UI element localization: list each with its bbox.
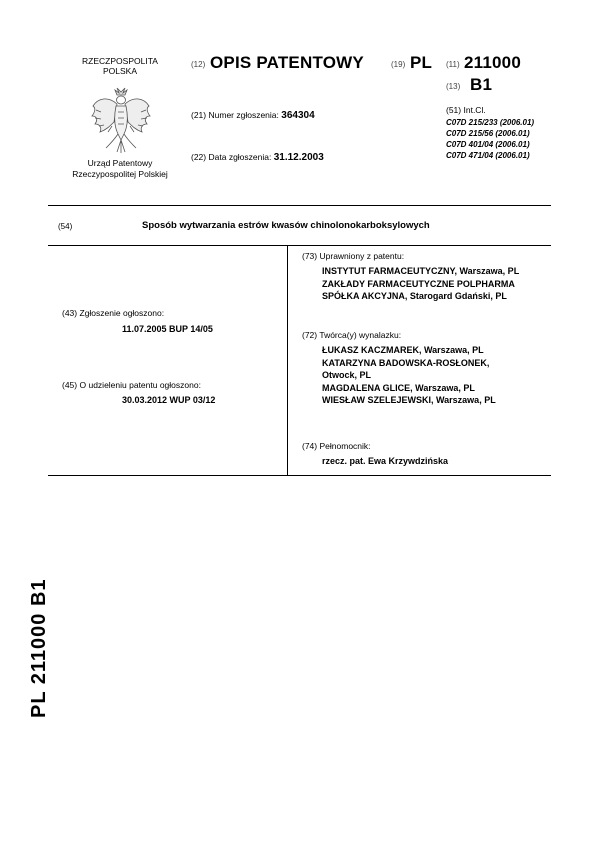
issuer-office (40, 158, 200, 180)
filing-date: 31.12.2003 (273, 152, 324, 163)
attorney-label: Pełnomocnik: (319, 441, 371, 451)
inventor-item: MAGDALENA GLICE, Warszawa, PL (322, 382, 475, 393)
inventors-list (322, 344, 496, 407)
doc-type: OPIS PATENTOWY (210, 53, 364, 72)
filing-date-row (191, 152, 324, 163)
grant-label: O udzieleniu patentu ogłoszono: (79, 380, 201, 390)
owner-code: (73) (302, 251, 318, 261)
intcl-list (446, 117, 534, 161)
number-code: (11) (446, 60, 460, 69)
owner-item: SPÓŁKA AKCYJNA, Starogard Gdański, PL (322, 291, 507, 301)
announce-code: (43) (62, 308, 78, 318)
intcl-item: C07D 215/233 (2006.01) (446, 118, 535, 127)
announce-value: 11.07.2005 BUP 14/05 (122, 324, 213, 334)
intcl-label: Int.Cl. (463, 105, 486, 115)
patent-number: 211000 (464, 53, 521, 72)
side-label: PL 211000 B1 (28, 578, 50, 718)
country-line1: RZECZPOSPOLITA (82, 56, 158, 66)
office-line2: Rzeczypospolitej Polskiej (72, 169, 168, 179)
application-number-row (191, 110, 315, 121)
grant-label-row (62, 380, 201, 390)
doc-type-code: (12) (191, 60, 206, 69)
kind-code-label: (13) (446, 82, 461, 91)
filing-label: Data zgłoszenia: (208, 152, 272, 162)
patent-title: Sposób wytwarzania estrów kwasów chinolonokarboksylowych (142, 220, 430, 231)
inventor-item: KATARZYNA BADOWSKA-ROSŁONEK, (322, 357, 490, 368)
country-code-label: (19) (391, 60, 406, 69)
attorney-name: rzecz. pat. Ewa Krzywdzińska (322, 456, 449, 466)
attorney-label-row (302, 441, 371, 451)
application-code: (21) (191, 110, 207, 120)
issuer-country (60, 56, 180, 76)
title-code: (54) (58, 222, 73, 231)
kind-code: B1 (470, 75, 493, 94)
grant-code: (45) (62, 380, 78, 390)
owner-label-row (302, 251, 404, 261)
inventor-item: Otwock, PL (322, 370, 372, 380)
inventor-label-row (302, 330, 401, 340)
filing-code: (22) (191, 152, 207, 162)
owner-item: INSTYTUT FARMACEUTYCZNY, Warszawa, PL (322, 266, 520, 276)
eagle-emblem-icon (90, 86, 152, 156)
application-number: 364304 (281, 110, 315, 121)
owner-label: Uprawniony z patentu: (319, 251, 405, 261)
intcl-item: C07D 471/04 (2006.01) (446, 151, 530, 160)
inventor-item: WIESŁAW SZELEJEWSKI, Warszawa, PL (322, 395, 496, 405)
divider-title (48, 245, 551, 246)
inventor-code: (72) (302, 330, 318, 340)
attorney-code: (74) (302, 441, 318, 451)
inventor-label: Twórca(y) wynalazku: (319, 330, 402, 340)
grant-value: 30.03.2012 WUP 03/12 (122, 395, 216, 405)
intcl-item: C07D 215/56 (2006.01) (446, 129, 530, 138)
announce-label: Zgłoszenie ogłoszono: (79, 308, 165, 318)
divider-vertical (287, 245, 288, 475)
divider-bottom (48, 475, 551, 476)
intcl-header (446, 105, 486, 115)
country-code: PL (410, 53, 433, 72)
inventor-item: ŁUKASZ KACZMAREK, Warszawa, PL (322, 345, 484, 355)
announce-label-row (62, 308, 164, 318)
divider-top (48, 205, 551, 206)
office-line1: Urząd Patentowy (87, 158, 153, 168)
country-line2: POLSKA (102, 66, 138, 76)
owners-list (322, 265, 519, 303)
application-label: Numer zgłoszenia: (208, 110, 279, 120)
intcl-code: (51) (446, 105, 462, 115)
intcl-item: C07D 401/04 (2006.01) (446, 140, 530, 149)
owner-item: ZAKŁADY FARMACEUTYCZNE POLPHARMA (322, 278, 515, 289)
